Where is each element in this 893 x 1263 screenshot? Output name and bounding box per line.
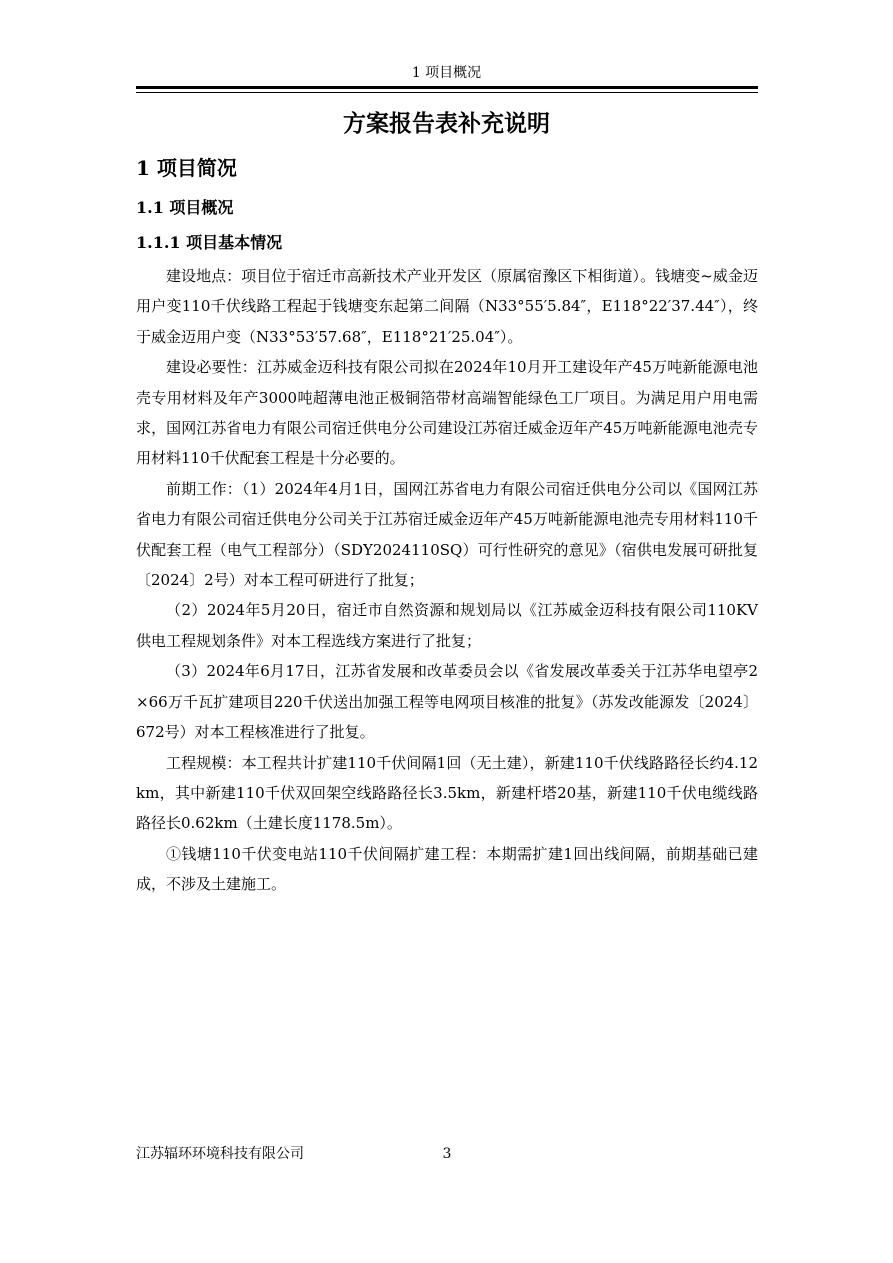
paragraph-prior-work-1: 前期工作：（1）2024年4月1日，国网江苏省电力有限公司宿迁供电分公司以《国网江苏省电力有限公司宿迁供电分公司关于江苏宿迁威金迈年产45万吨新能源电池壳专用材料110千伏配套工程（电气工程部分）（SDY2024110SQ）可行性研究的意见》（宿供电发展可研批复〔2024〕2号）对本工程可研进行了批复； — [136, 479, 758, 590]
page-number: 3 — [442, 1146, 452, 1162]
section-heading-1: 1 项目简况 — [136, 156, 237, 180]
header-rule-thick — [136, 86, 758, 89]
header-rule-thin — [136, 92, 758, 93]
paragraph-location: 建设地点：项目位于宿迁市高新技术产业开发区（原属宿豫区下相街道）。钱塘变~威金迈用户变110千伏线路工程起于钱塘变东起第二间隔（N33°55′5.84″，E118°22′37.44″），终于威金迈用户变（N33°53′57.68″，E118°21′25.04″）。 — [136, 267, 758, 346]
paragraph-scale: 工程规模：本工程共计扩建110千伏间隔1回（无土建），新建110千伏线路路径长约4.12km，其中新建110千伏双回架空线路路径长3.5km，新建杆塔20基，新建110千伏电缆线路路径长0.62km（土建长度1178.5m）。 — [136, 753, 758, 833]
paragraph-prior-work-3: （3）2024年6月17日，江苏省发展和改革委员会以《省发展改革委关于江苏华电望亭2×66万千瓦扩建项目220千伏送出加强工程等电网项目核准的批复》（苏发改能源发〔2024〕672号）对本工程核准进行了批复。 — [136, 662, 758, 742]
section-heading-1-1-1: 1.1.1 项目基本情况 — [136, 233, 283, 252]
running-header: 1 项目概况 — [411, 65, 482, 81]
footer-company: 江苏辐环环境科技有限公司 — [136, 1146, 304, 1162]
paragraph-bay-expansion: ①钱塘110千伏变电站110千伏间隔扩建工程：本期需扩建1回出线间隔，前期基础已建成，不涉及土建施工。 — [136, 844, 758, 894]
document-title: 方案报告表补充说明 — [343, 110, 550, 137]
section-heading-1-1: 1.1 项目概况 — [136, 198, 234, 217]
paragraph-necessity: 建设必要性：江苏威金迈科技有限公司拟在2024年10月开工建设年产45万吨新能源电池壳专用材料及年产3000吨超薄电池正极铜箔带材高端智能绿色工厂项目。为满足用户用电需求，国网江苏省电力有限公司宿迁供电分公司建设江苏宿迁威金迈年产45万吨新能源电池壳专用材料110千伏配套工程是十分必要的。 — [136, 358, 758, 468]
paragraph-prior-work-2: （2）2024年5月20日，宿迁市自然资源和规划局以《江苏威金迈科技有限公司110KV供电工程规划条件》对本工程选线方案进行了批复； — [136, 601, 758, 650]
body-text — [136, 261, 758, 900]
